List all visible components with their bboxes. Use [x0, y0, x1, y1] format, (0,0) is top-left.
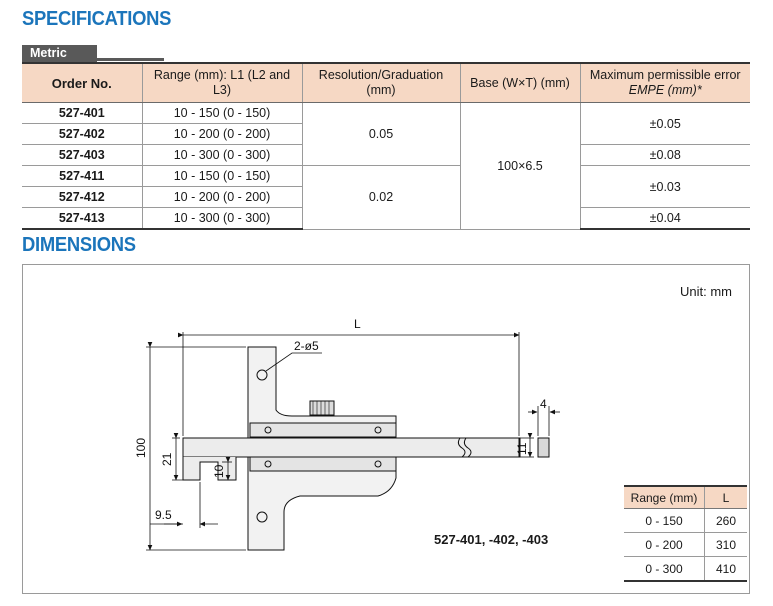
unit-label: Unit: mm: [680, 284, 732, 299]
table-row: [624, 509, 747, 533]
header-order-no: Order No.: [22, 63, 142, 103]
dim-10-label: 10: [212, 464, 226, 478]
dim-11-label: 11: [515, 442, 529, 455]
dimensions-title: DIMENSIONS: [22, 234, 136, 256]
range-cell: 10 - 150 (0 - 150): [142, 166, 302, 187]
upper-plate: [250, 423, 396, 437]
dim-9-5-label: 9.5: [155, 508, 172, 522]
mpe-cell: ±0.04: [580, 208, 750, 230]
header-base: Base (W×T) (mm): [460, 63, 580, 103]
header-mpe-line1: Maximum permissible error: [589, 68, 741, 82]
resolution-cell: 0.02: [302, 166, 460, 230]
order-no-cell: 527-413: [22, 208, 142, 230]
base-cell: 100×6.5: [460, 103, 580, 230]
table-row: [624, 557, 747, 582]
header-mpe-line2: EMPE (mm)*: [628, 83, 702, 97]
range-cell: 10 - 200 (0 - 200): [142, 124, 302, 145]
mpe-cell: ±0.03: [580, 166, 750, 208]
lower-plate: [250, 457, 396, 471]
header-L: L: [705, 486, 748, 509]
mpe-cell: ±0.08: [580, 145, 750, 166]
range-cell: 10 - 150 (0 - 150): [142, 103, 302, 124]
dim-L-label: L: [354, 317, 361, 331]
L-value: 410: [705, 557, 748, 582]
range-table: [624, 485, 747, 582]
dim-4-label: 4: [540, 397, 547, 411]
range-cell: 10 - 300 (0 - 300): [142, 145, 302, 166]
header-range-mm: Range (mm): [624, 486, 705, 509]
range-cell: 10 - 200 (0 - 200): [142, 187, 302, 208]
range-value: 0 - 150: [624, 509, 705, 533]
order-no-cell: 527-403: [22, 145, 142, 166]
header-resolution: Resolution/Graduation (mm): [302, 63, 460, 103]
dim-100-label: 100: [134, 437, 148, 458]
order-no-cell: 527-401: [22, 103, 142, 124]
table-row: [624, 533, 747, 557]
model-label: 527-401, -402, -403: [434, 532, 549, 547]
L-value: 260: [705, 509, 748, 533]
range-value: 0 - 300: [624, 557, 705, 582]
order-no-cell: 527-411: [22, 166, 142, 187]
metric-tab-label: Metric: [22, 45, 97, 62]
order-no-cell: 527-412: [22, 187, 142, 208]
range-header-row: [624, 486, 747, 509]
resolution-cell: 0.05: [302, 103, 460, 166]
dim-21-label: 21: [160, 452, 174, 466]
header-range: Range (mm): L1 (L2 and L3): [142, 63, 302, 103]
clamp-knob: [310, 401, 334, 415]
specifications-title: SPECIFICATIONS: [22, 8, 172, 30]
range-value: 0 - 200: [624, 533, 705, 557]
range-cell: 10 - 300 (0 - 300): [142, 208, 302, 230]
L-value: 310: [705, 533, 748, 557]
order-no-cell: 527-402: [22, 124, 142, 145]
dim-hole-label: 2-ø5: [294, 339, 319, 353]
beam-end-view: [538, 438, 549, 457]
gauge-beam: [183, 438, 519, 457]
mpe-cell: ±0.05: [580, 103, 750, 145]
